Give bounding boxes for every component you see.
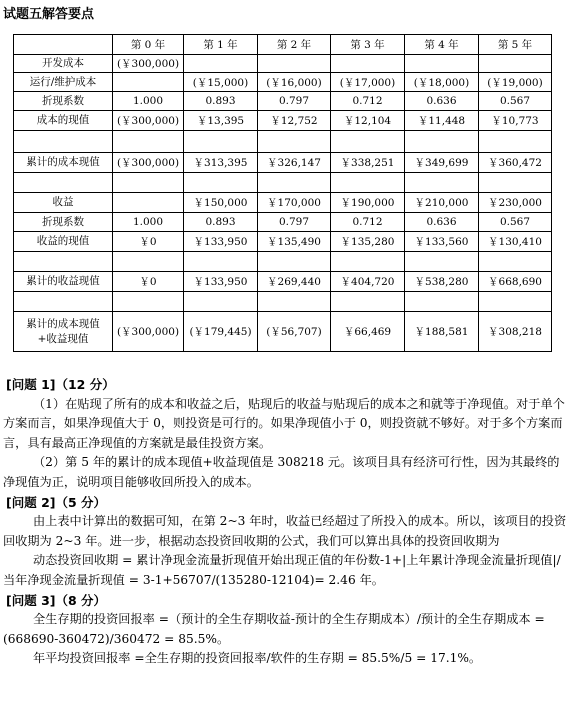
table-cell: (￥300,000) <box>113 55 184 73</box>
question-2-heading: [问题 2]（5 分） <box>6 494 107 510</box>
table-cell: ￥313,395 <box>184 153 258 173</box>
table-cell: ￥133,560 <box>405 232 479 252</box>
table-cell <box>113 193 184 213</box>
table-row <box>14 232 552 252</box>
table-cell <box>331 292 405 312</box>
question-3-heading: [问题 3]（8 分） <box>6 592 107 608</box>
table-cell: 0.567 <box>479 213 552 232</box>
table-cell: ￥10,773 <box>479 111 552 131</box>
table-row <box>14 312 552 352</box>
table-cell: 1.000 <box>113 92 184 111</box>
table-cell: 0.893 <box>184 92 258 111</box>
table-cell: 0.567 <box>479 92 552 111</box>
row-label: 折现系数 <box>14 92 113 111</box>
header-cell: 第 3 年 <box>331 35 405 55</box>
table-cell: ￥0 <box>113 272 184 292</box>
table-cell: (￥300,000) <box>113 111 184 131</box>
table-cell: (￥179,445) <box>184 312 258 352</box>
table-cell: (￥300,000) <box>113 312 184 352</box>
question-1-paragraph-1: （1）在贴现了所有的成本和收益之后，贴现后的收益与贴现后的成本之和就等于净现值。对于单个方案而言，如果净现值大于 0，则投资是可行的。如果净现值小于 0，则投资就不够好。对于多个方案而言，具有最高正净现值的方案就是最佳投资方案。 <box>3 396 565 450</box>
table-cell: (￥16,000) <box>258 73 331 92</box>
table-cell <box>405 173 479 193</box>
row-label: 累计的成本现值 +收益现值 <box>14 312 113 352</box>
table-cell <box>184 252 258 272</box>
table-row <box>14 173 552 193</box>
row-label <box>14 173 113 193</box>
table-cell <box>184 55 258 73</box>
header-cell: 第 0 年 <box>113 35 184 55</box>
question-3-paragraph-2: 年平均投资回报率 =全生存期的投资回报率/软件的生存期 = 85.5%/5 = 17.1%。 <box>33 651 482 666</box>
table-cell: ￥538,280 <box>405 272 479 292</box>
row-label: 运行/维护成本 <box>14 73 113 92</box>
cost-benefit-table <box>13 34 552 352</box>
table-cell <box>479 173 552 193</box>
table-cell: 0.797 <box>258 213 331 232</box>
table-cell: ￥150,000 <box>184 193 258 213</box>
row-label <box>14 131 113 153</box>
table-cell: ￥0 <box>113 232 184 252</box>
table-cell: ￥668,690 <box>479 272 552 292</box>
table-cell: ￥12,104 <box>331 111 405 131</box>
table-cell: (￥15,000) <box>184 73 258 92</box>
table-cell <box>258 292 331 312</box>
table-cell: 0.893 <box>184 213 258 232</box>
row-label: 收益的现值 <box>14 232 113 252</box>
table-cell <box>405 292 479 312</box>
table-cell: ￥170,000 <box>258 193 331 213</box>
table-cell <box>479 55 552 73</box>
table-cell: 0.797 <box>258 92 331 111</box>
table-row <box>14 73 552 92</box>
table-cell <box>479 131 552 153</box>
table-cell: 1.000 <box>113 213 184 232</box>
table-cell <box>405 55 479 73</box>
table-cell: ￥66,469 <box>331 312 405 352</box>
table-cell: 0.636 <box>405 213 479 232</box>
question-1-heading: [问题 1]（12 分） <box>6 377 115 392</box>
table-cell <box>331 55 405 73</box>
table-cell: (￥19,000) <box>479 73 552 92</box>
table-cell <box>113 131 184 153</box>
table-row <box>14 292 552 312</box>
header-cell: 第 5 年 <box>479 35 552 55</box>
table-cell <box>479 252 552 272</box>
table-cell: 0.636 <box>405 92 479 111</box>
row-label <box>14 252 113 272</box>
table-cell: ￥13,395 <box>184 111 258 131</box>
header-cell <box>14 35 113 55</box>
table-cell: ￥230,000 <box>479 193 552 213</box>
table-cell: ￥130,410 <box>479 232 552 252</box>
question-1-paragraph-2: （2）第 5 年的累计的成本现值+收益现值是 308218 元。该项目具有经济可行性，因为其最终的净现值为正，说明项目能够收回所投入的成本。 <box>3 455 560 489</box>
row-label <box>14 292 113 312</box>
table-row <box>14 111 552 131</box>
table-cell <box>405 252 479 272</box>
table-cell <box>113 292 184 312</box>
section-title: 试题五解答要点 <box>3 7 95 22</box>
table-cell: ￥135,490 <box>258 232 331 252</box>
row-label: 开发成本 <box>14 55 113 73</box>
table-header-row <box>14 35 552 55</box>
row-label: 累计的收益现值 <box>14 272 113 292</box>
table-cell: ￥308,218 <box>479 312 552 352</box>
table-row <box>14 153 552 173</box>
table-cell <box>258 55 331 73</box>
table-cell <box>479 292 552 312</box>
table-cell <box>184 131 258 153</box>
table-cell <box>184 292 258 312</box>
header-cell: 第 4 年 <box>405 35 479 55</box>
table-cell <box>113 173 184 193</box>
header-cell: 第 1 年 <box>184 35 258 55</box>
table-cell: ￥133,950 <box>184 272 258 292</box>
table-cell: (￥18,000) <box>405 73 479 92</box>
table-row <box>14 131 552 153</box>
table-row <box>14 92 552 111</box>
table-cell: (￥56,707) <box>258 312 331 352</box>
table-cell: 0.712 <box>331 213 405 232</box>
answer-body <box>3 375 569 669</box>
table-cell: ￥12,752 <box>258 111 331 131</box>
table-cell: (￥300,000) <box>113 153 184 173</box>
table-row <box>14 213 552 232</box>
table-cell: ￥360,472 <box>479 153 552 173</box>
header-cell: 第 2 年 <box>258 35 331 55</box>
table-cell: ￥133,950 <box>184 232 258 252</box>
table-cell: ￥338,251 <box>331 153 405 173</box>
table-cell <box>405 131 479 153</box>
row-label: 成本的现值 <box>14 111 113 131</box>
table-cell <box>331 252 405 272</box>
table-cell: ￥326,147 <box>258 153 331 173</box>
table-cell: 0.712 <box>331 92 405 111</box>
table-cell <box>258 131 331 153</box>
table-cell: (￥17,000) <box>331 73 405 92</box>
table-cell <box>331 173 405 193</box>
table-cell <box>258 173 331 193</box>
table-cell <box>113 252 184 272</box>
table-cell: ￥404,720 <box>331 272 405 292</box>
question-3-paragraph-1: 全生存期的投资回报率 =（预计的全生存期收益-预计的全生存期成本）/预计的全生存期成本 = (668690-360472)/360472 = 85.5%。 <box>3 612 545 646</box>
row-label: 折现系数 <box>14 213 113 232</box>
table-cell: ￥190,000 <box>331 193 405 213</box>
table-cell <box>184 173 258 193</box>
table-cell <box>331 131 405 153</box>
table-cell <box>113 73 184 92</box>
table-cell: ￥11,448 <box>405 111 479 131</box>
row-label: 收益 <box>14 193 113 213</box>
table-cell: ￥349,699 <box>405 153 479 173</box>
table-row <box>14 272 552 292</box>
table-cell: ￥210,000 <box>405 193 479 213</box>
question-2-paragraph-2: 动态投资回收期 = 累计净现金流量折现值开始出现正值的年份数-1+|上年累计净现金流量折现值|/当年净现金流量折现值 = 3-1+56707/(135280-12104)= 2.46 年。 <box>3 553 561 587</box>
row-label: 累计的成本现值 <box>14 153 113 173</box>
table-cell <box>258 252 331 272</box>
table-cell: ￥135,280 <box>331 232 405 252</box>
question-2-paragraph-1: 由上表中计算出的数据可知，在第 2~3 年时，收益已经超过了所投入的成本。所以，该项目的投资回收期为 2~3 年。进一步，根据动态投资回收期的公式，我们可以算出具体的投资回收期为 <box>3 514 567 548</box>
table-row <box>14 252 552 272</box>
table-cell: ￥269,440 <box>258 272 331 292</box>
table-row <box>14 55 552 73</box>
table-cell: ￥188,581 <box>405 312 479 352</box>
table-row <box>14 193 552 213</box>
